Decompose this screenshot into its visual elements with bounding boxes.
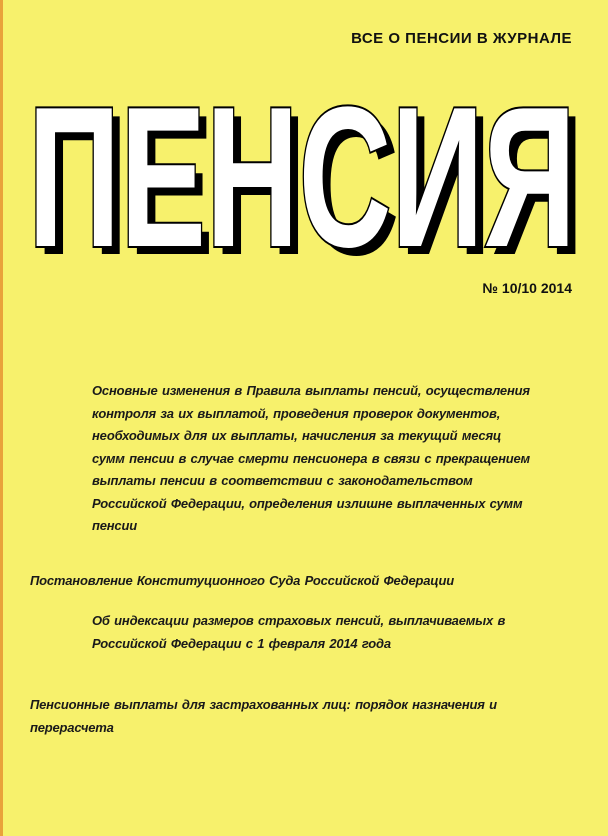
- article-headline-4: Пенсионные выплаты для застрахованных лиц: порядок назначения и перерасчета: [30, 697, 497, 735]
- article-headline-2: Постановление Конституционного Суда Российской Федерации: [30, 573, 454, 588]
- masthead: [18, 86, 590, 266]
- masthead-title: ПЕНСИЯ: [28, 86, 576, 266]
- article-headline-1: Основные изменения в Правила выплаты пенсий, осуществления контроля за их выплатой, проведения проверок документов, необходимых для их выплаты, начисления за текущий месяц сумм пенсии в случае смерти пенсионера в связи с прекращением выплаты пенсии в соответствии с законодательством Российской Федерации, определения излишне выплаченных сумм пенсии: [92, 383, 530, 533]
- article-headline-3: Об индексации размеров страховых пенсий, выплачиваемых в Российской Федерации с 1 февраля 2014 года: [92, 613, 506, 651]
- spine-edge: [0, 0, 3, 836]
- masthead-title-shadow: ПЕНСИЯ: [36, 86, 584, 266]
- cover-tagline: ВСЕ О ПЕНСИИ В ЖУРНАЛЕ: [351, 30, 572, 47]
- issue-number: № 10/10 2014: [482, 280, 572, 296]
- masthead-svg: [18, 86, 590, 266]
